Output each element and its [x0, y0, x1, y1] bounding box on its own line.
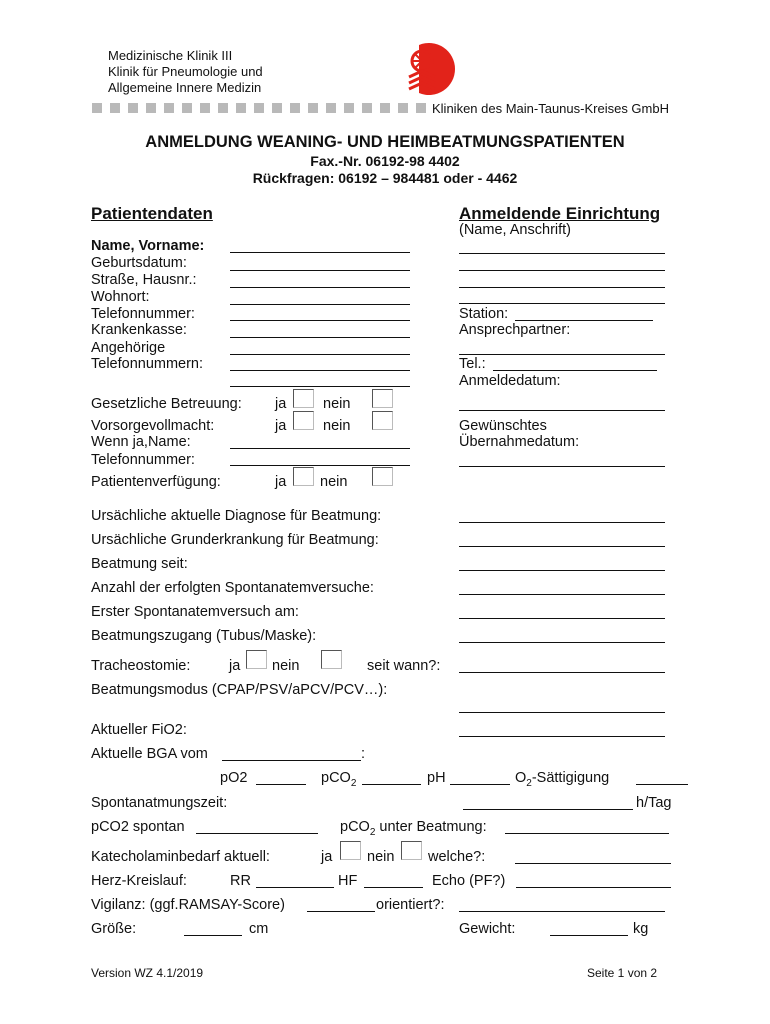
- vigilance-label: Vigilanz: (ggf.RAMSAY-Score): [91, 897, 285, 913]
- power-of-attorney-no-checkbox[interactable]: [372, 411, 393, 430]
- hf-input-line[interactable]: [364, 887, 423, 888]
- weight-label: Gewicht:: [459, 921, 516, 937]
- oriented-label: orientiert?:: [376, 897, 445, 913]
- spontaneous-time-label: Spontanatmungszeit:: [91, 795, 228, 811]
- patient-heading: Patientendaten: [91, 204, 213, 223]
- weight-input-line[interactable]: [550, 935, 628, 936]
- fio2-input-line[interactable]: [459, 736, 665, 737]
- echo-input-line[interactable]: [516, 887, 671, 888]
- question-first-attempt: Erster Spontanatemversuch am:: [91, 604, 299, 620]
- referrer-subheading: (Name, Anschrift): [459, 222, 571, 238]
- size-unit: cm: [249, 921, 269, 937]
- relatives-phones-input-line-1[interactable]: [230, 370, 410, 371]
- ventilation-mode-label: Beatmungsmodus (CPAP/PSV/aPCV/PCV…):: [91, 682, 388, 698]
- field-relatives-phones-label: Telefonnummern:: [91, 356, 204, 372]
- relatives-phones-input-line-2[interactable]: [230, 386, 410, 387]
- city-input-line[interactable]: [230, 304, 410, 305]
- field-city-label: Wohnort:: [91, 289, 150, 305]
- field-insurance-label: Krankenkasse:: [91, 322, 187, 338]
- living-will-label: Patientenverfügung:: [91, 474, 221, 490]
- referrer-heading: Anmeldende Einrichtung: [459, 204, 661, 223]
- po2-label: pO2: [220, 770, 248, 786]
- question-airway-access: Beatmungszugang (Tubus/Maske):: [91, 628, 317, 644]
- insurance-input-line[interactable]: [230, 337, 410, 338]
- referrer-address-line-4[interactable]: [459, 303, 665, 304]
- guardianship-yes-label: ja: [275, 396, 287, 412]
- pco2-ventilation-label: pCO$_2$ unter Beatmung:: [340, 819, 487, 838]
- power-of-attorney-yes-checkbox[interactable]: [293, 411, 314, 430]
- weight-unit: kg: [633, 921, 649, 937]
- pco2-input-line[interactable]: [362, 784, 421, 785]
- catecholamine-yes-label: ja: [321, 849, 333, 865]
- relatives-input-line[interactable]: [230, 354, 410, 355]
- pco2-label: pCO$_2$: [321, 770, 357, 789]
- field-name-label: Name, Vorname:: [91, 238, 205, 254]
- vigilance-input-line[interactable]: [307, 911, 375, 912]
- contact-label: Ansprechpartner:: [459, 322, 571, 338]
- clinic-logo: [405, 43, 465, 95]
- living-will-yes-checkbox[interactable]: [293, 467, 314, 486]
- living-will-yes-label: ja: [275, 474, 287, 490]
- clinic-line-1: Medizinische Klinik III: [108, 48, 233, 63]
- if-yes-name-input-line[interactable]: [230, 448, 410, 449]
- bga-colon: :: [361, 746, 366, 762]
- rr-input-line[interactable]: [256, 887, 334, 888]
- footer-version: Version WZ 4.1/2019: [91, 966, 204, 980]
- pco2-ventilation-input-line[interactable]: [505, 833, 669, 834]
- first-attempt-input-line[interactable]: [459, 618, 665, 619]
- reg-date-label: Anmeldedatum:: [459, 373, 561, 389]
- rr-label: RR: [230, 873, 251, 889]
- power-of-attorney-no-label: nein: [323, 418, 351, 434]
- o2-saturation-label: $O_2$-Sättigigung: [515, 770, 610, 789]
- clinic-line-3: Allgemeine Innere Medizin: [108, 80, 262, 95]
- tracheostomy-no-label: nein: [272, 658, 300, 674]
- fio2-label: Aktueller FiO2:: [91, 722, 187, 738]
- echo-label: Echo (PF?): [432, 873, 506, 889]
- guardianship-label: Gesetzliche Betreuung:: [91, 396, 242, 412]
- ph-label: pH: [427, 770, 446, 786]
- diagnosis-input-line[interactable]: [459, 522, 665, 523]
- clinic-line-2: Klinik für Pneumologie und: [108, 64, 263, 79]
- if-yes-name-label: Wenn ja,Name:: [91, 434, 191, 450]
- field-street-label: Straße, Hausnr.:: [91, 272, 197, 288]
- question-attempts: Anzahl der erfolgten Spontanatemversuche:: [91, 580, 374, 596]
- referrer-address-line-2[interactable]: [459, 270, 665, 271]
- reg-date-input-line[interactable]: [459, 410, 665, 411]
- hf-label: HF: [338, 873, 358, 889]
- question-underlying-disease: Ursächliche Grunderkrankung für Beatmung:: [91, 532, 379, 548]
- airway-access-input-line[interactable]: [459, 642, 665, 643]
- tracheostomy-label: Tracheostomie:: [91, 658, 191, 674]
- power-of-attorney-yes-label: ja: [275, 418, 287, 434]
- street-input-line[interactable]: [230, 287, 410, 288]
- ventilation-since-input-line[interactable]: [459, 570, 665, 571]
- pco2-spontan-input-line[interactable]: [196, 833, 318, 834]
- attempts-input-line[interactable]: [459, 594, 665, 595]
- spontaneous-time-input-line[interactable]: [463, 809, 633, 810]
- contact-input-line[interactable]: [459, 354, 665, 355]
- field-relatives-label: Angehörige: [91, 340, 166, 356]
- tracheostomy-yes-label: ja: [229, 658, 241, 674]
- size-label: Größe:: [91, 921, 137, 937]
- guardianship-no-label: nein: [323, 396, 351, 412]
- ph-input-line[interactable]: [450, 784, 510, 785]
- size-input-line[interactable]: [184, 935, 242, 936]
- guardianship-no-checkbox[interactable]: [372, 389, 393, 408]
- desired-date-input-line[interactable]: [459, 466, 665, 467]
- field-birthdate-label: Geburtsdatum:: [91, 255, 187, 271]
- station-label: Station:: [459, 306, 509, 322]
- spontaneous-time-unit: h/Tag: [636, 795, 672, 811]
- tracheostomy-yes-checkbox[interactable]: [246, 650, 267, 669]
- birthdate-input-line[interactable]: [230, 270, 410, 271]
- station-input-line[interactable]: [515, 320, 653, 321]
- name-input-line[interactable]: [230, 252, 410, 253]
- footer-page-number: Seite 1 von 2: [587, 966, 658, 980]
- tel-input-line[interactable]: [493, 370, 657, 371]
- tracheostomy-no-checkbox[interactable]: [321, 650, 342, 669]
- cardio-label: Herz-Kreislauf:: [91, 873, 187, 889]
- referrer-address-line-1[interactable]: [459, 253, 665, 254]
- oriented-input-line[interactable]: [459, 911, 665, 912]
- living-will-no-label: nein: [320, 474, 348, 490]
- catecholamine-which-input-line[interactable]: [515, 863, 671, 864]
- desired-date-label-2: Übernahmedatum:: [459, 434, 580, 450]
- pco2-spontan-label: pCO2 spontan: [91, 819, 185, 835]
- ventilation-mode-input-line[interactable]: [459, 712, 665, 713]
- phone-input-line[interactable]: [230, 320, 410, 321]
- catecholamine-which-label: welche?:: [428, 849, 486, 865]
- fax-number: Fax.-Nr. 06192-98 4402: [310, 153, 460, 169]
- referrer-address-line-3[interactable]: [459, 287, 665, 288]
- bga-date-input-line[interactable]: [222, 760, 361, 761]
- power-of-attorney-label: Vorsorgevollmacht:: [91, 418, 215, 434]
- attorney-phone-input-line[interactable]: [230, 465, 410, 466]
- tel-label: Tel.:: [459, 356, 486, 372]
- field-phone-label: Telefonnummer:: [91, 306, 195, 322]
- po2-input-line[interactable]: [256, 784, 306, 785]
- guardianship-yes-checkbox[interactable]: [293, 389, 314, 408]
- catecholamine-no-checkbox[interactable]: [401, 841, 422, 860]
- question-ventilation-since: Beatmung seit:: [91, 556, 188, 572]
- o2-saturation-input-line[interactable]: [636, 784, 688, 785]
- queries-phone: Rückfragen: 06192 – 984481 oder - 4462: [252, 170, 518, 186]
- bga-label: Aktuelle BGA vom: [91, 746, 208, 762]
- tracheostomy-since-input-line[interactable]: [459, 672, 665, 673]
- catecholamine-yes-checkbox[interactable]: [340, 841, 361, 860]
- living-will-no-checkbox[interactable]: [372, 467, 393, 486]
- form-title: ANMELDUNG WEANING- UND HEIMBEATMUNGSPATIENTEN: [145, 133, 625, 151]
- org-name: Kliniken des Main-Taunus-Kreises GmbH: [432, 101, 669, 116]
- catecholamine-label: Katecholaminbedarf aktuell:: [91, 849, 270, 865]
- desired-date-label-1: Gewünschtes: [459, 418, 547, 434]
- tracheostomy-since-label: seit wann?:: [367, 658, 441, 674]
- question-diagnosis: Ursächliche aktuelle Diagnose für Beatmung:: [91, 508, 382, 524]
- catecholamine-no-label: nein: [367, 849, 395, 865]
- underlying-disease-input-line[interactable]: [459, 546, 665, 547]
- attorney-phone-label: Telefonnummer:: [91, 452, 195, 468]
